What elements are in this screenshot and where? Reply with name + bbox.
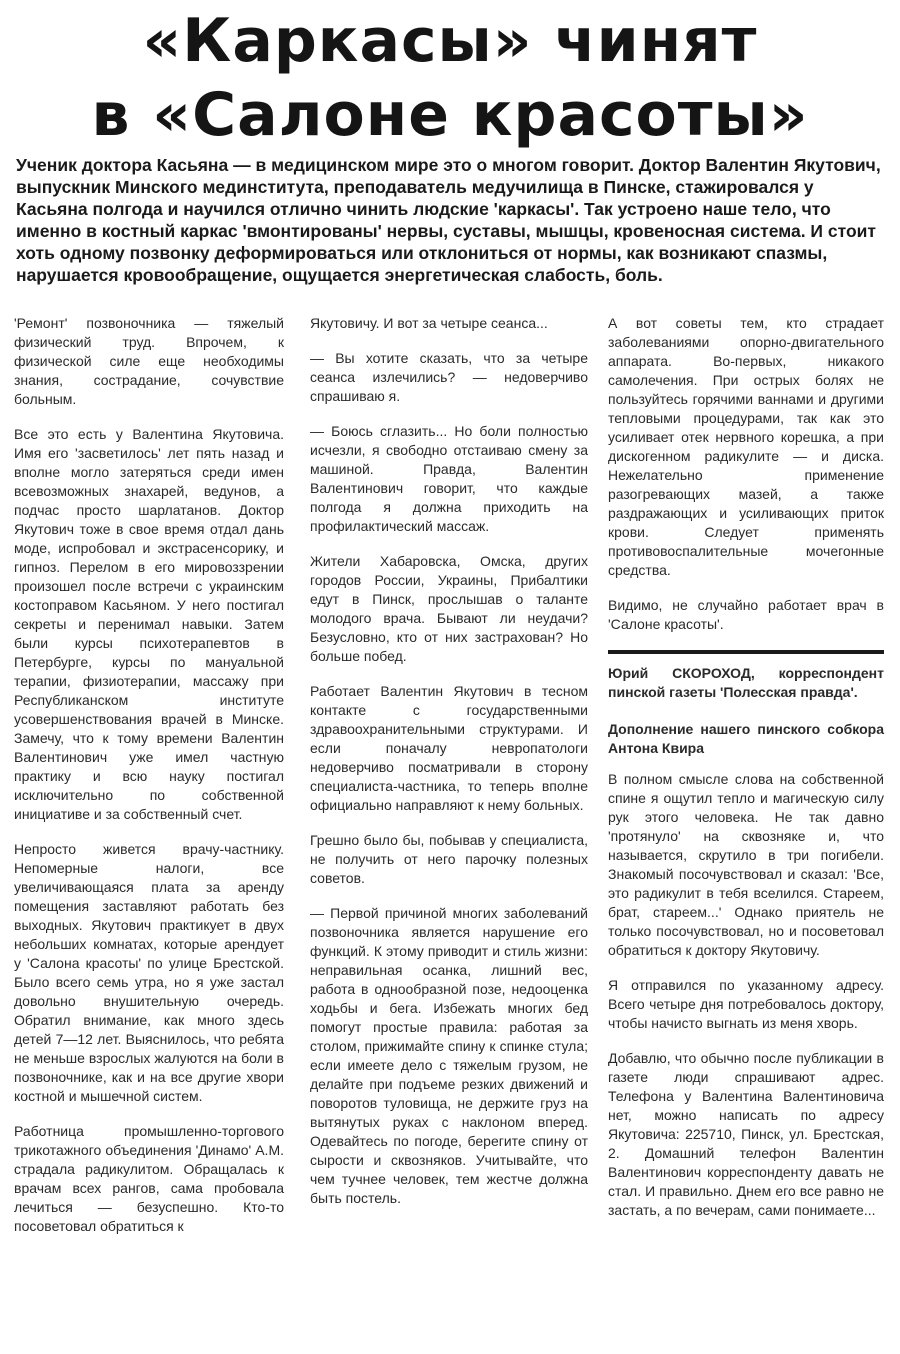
- article-paragraph: — Первой причиной многих заболеваний позвоночника является нарушение его функций. К этому приводит и стиль жизни: неправильная осанка, лишний вес, работа в однообразной позе, недооценка ходьбы и бега. Избежать многих бед помогут простые правила: работая за столом, прижимайте спину к спинке стула; если имеете дело с тяжелым грузом, не делайте при подъеме резких движений и поворотов туловища, не держите груз на вытянутых руках с наклоном вперед. Одевайтесь по погоде, берегите спину от сырости и сквозняков. Учитывайте, что чем тучнее человек, тем жестче должна быть постель.: [310, 905, 588, 1206]
- article-paragraph: Все это есть у Валентина Якутовича. Имя его 'засветилось' лет пять назад и вполне могло затеряться среди имен всевозможных знахарей, ведунов, а подчас просто шарлатанов. Доктор Якутович тоже в свое время отдал дань моде, испробовал и экстрасенсорику, и гипноз. Перелом в его мировоззрении произошел после встречи с украинским костоправом Касьяном. У него постигал секреты и перенимал навыки. Затем были курсы психотерапевтов в Петербурге, курсы по мануальной терапии, физиотерапии, массажу при Республиканском институте усовершенствования врачей в Минске. Замечу, что к тому времени Валентин Валентинович уже имел частную практику и всю науку постигал исключительно по собственной инициативе и за собственный счет.: [14, 426, 284, 822]
- addendum-heading: Дополнение нашего пинского собкора Антона Квира: [608, 721, 884, 756]
- article-paragraph: Якутовичу. И вот за четыре сеанса...: [310, 315, 548, 331]
- byline-divider: [608, 650, 884, 654]
- headline-line-2: в «Салоне красоты»: [91, 80, 809, 150]
- article-paragraph: 'Ремонт' позвоночника — тяжелый физический труд. Впрочем, к физической силе еще необходимы знания, сострадание, сочувствие больным.: [14, 315, 284, 407]
- author-byline: Юрий СКОРОХОД, корреспондент пинской газеты 'Полесская правда'.: [608, 665, 884, 700]
- addendum-paragraph: Добавлю, что обычно после публикации в газете люди спрашивают адрес. Телефона у Валентина Валентиновича нет, можно написать по адресу Якутовича: 225710, Пинск, ул. Брестская, 2. Домашний телефон Валентин Валентинович корреспонденту давать не стал. И правильно. Днем его все равно не застать, а по вечерам, сами понимаете...: [608, 1050, 884, 1218]
- article-paragraph: — Вы хотите сказать, что за четыре сеанса излечились? — недоверчиво спрашиваю я.: [310, 350, 588, 404]
- headline: [0, 4, 900, 152]
- column-2: [310, 314, 588, 1224]
- column-3: [608, 314, 884, 1236]
- article-paragraph: — Боюсь сглазить... Но боли полностью исчезли, я свободно отстаиваю смену за машиной. Правда, Валентин Валентинович говорит, что каждые полгода я должна приходить на профилактический массаж.: [310, 423, 588, 534]
- lead-paragraph: Ученик доктора Касьяна — в медицинском мире это о многом говорит. Доктор Валентин Якутович, выпускник Минского мединститута, преподаватель медучилища в Пинске, стажировался у Касьяна полгода и научился отлично чинить людские 'каркасы'. Так устроено наше тело, что именно в костный каркас 'вмонтированы' нервы, суставы, мышцы, кровеносная система. И стоит хоть одному позвонку деформироваться или отклониться от нормы, как возникают спазмы, нарушается кровообращение, ощущается энергетическая слабость, боль.: [16, 155, 881, 285]
- article-paragraph: Непросто живется врачу-частнику. Непомерные налоги, все увеличивающаяся плата за аренду помещения заставляют работать без выходных. Якутович практикует в двух небольших комнатах, которые арендует у 'Салона красоты' по улице Брестской. Было всего семь утра, но я уже застал довольно внушительную очередь. Обратил внимание, как много здесь детей 7—12 лет. Выяснилось, что ребята не меньше взрослых жалуются на боли в позвоночнике, как и на все другие хвори костной и мышечной систем.: [14, 841, 284, 1104]
- article-paragraph: Жители Хабаровска, Омска, других городов России, Украины, Прибалтики едут в Пинск, прослышав о таланте молодого врача. Бывают ли неудачи? Безусловно, кто от них застрахован? Но больше побед.: [310, 553, 588, 664]
- article-paragraph: Работает Валентин Якутович в тесном контакте с государственными здравоохранительными структурами. И если поначалу невропатологи недоверчиво посматривали в сторону специалиста-частника, то теперь вполне официально направляют к нему больных.: [310, 683, 588, 813]
- article-paragraph: Работница промышленно-торгового трикотажного объединения 'Динамо' А.М. страдала радикулитом. Обращалась к врачам всех рангов, сама пробовала лечиться — безуспешно. Кто-то посоветовал обратиться к: [14, 1123, 284, 1234]
- headline-line-1: «Каркасы» чинят: [142, 6, 758, 76]
- addendum-paragraph: Я отправился по указанному адресу. Всего четыре дня потребовалось доктору, чтобы начисто выгнать из меня хворь.: [608, 977, 884, 1031]
- column-1: [14, 314, 284, 1252]
- addendum-paragraph: В полном смысле слова на собственной спине я ощутил тепло и магическую силу рук этого человека. Не так давно 'протянуло' на сквозняке и, что называется, скрутило в три погибели. Знакомый посочувствовал и сказал: 'Все, это радикулит в тебя вселился. Стареем, брат, стареем...' Однако приятель не только посочувствовал, но и посоветовал обратиться к доктору Якутовичу.: [608, 771, 884, 958]
- article-paragraph: Грешно было бы, побывав у специалиста, не получить от него парочку полезных советов.: [310, 832, 588, 886]
- article-paragraph: Видимо, не случайно работает врач в 'Салоне красоты'.: [608, 597, 884, 632]
- article-paragraph: А вот советы тем, кто страдает заболеваниями опорно-двигательного аппарата. Во-первых, никакого самолечения. При острых болях не пользуйтесь горячими ваннами и другими тепловыми процедурами, так как это усиливает отек нервного корешка, а при дискогенном радикулите — и диска. Нежелательно применение разогревающих мазей, а также раздражающих и усиливающих приток крови. Следует применять противовоспалительные мочегонные средства.: [608, 315, 884, 578]
